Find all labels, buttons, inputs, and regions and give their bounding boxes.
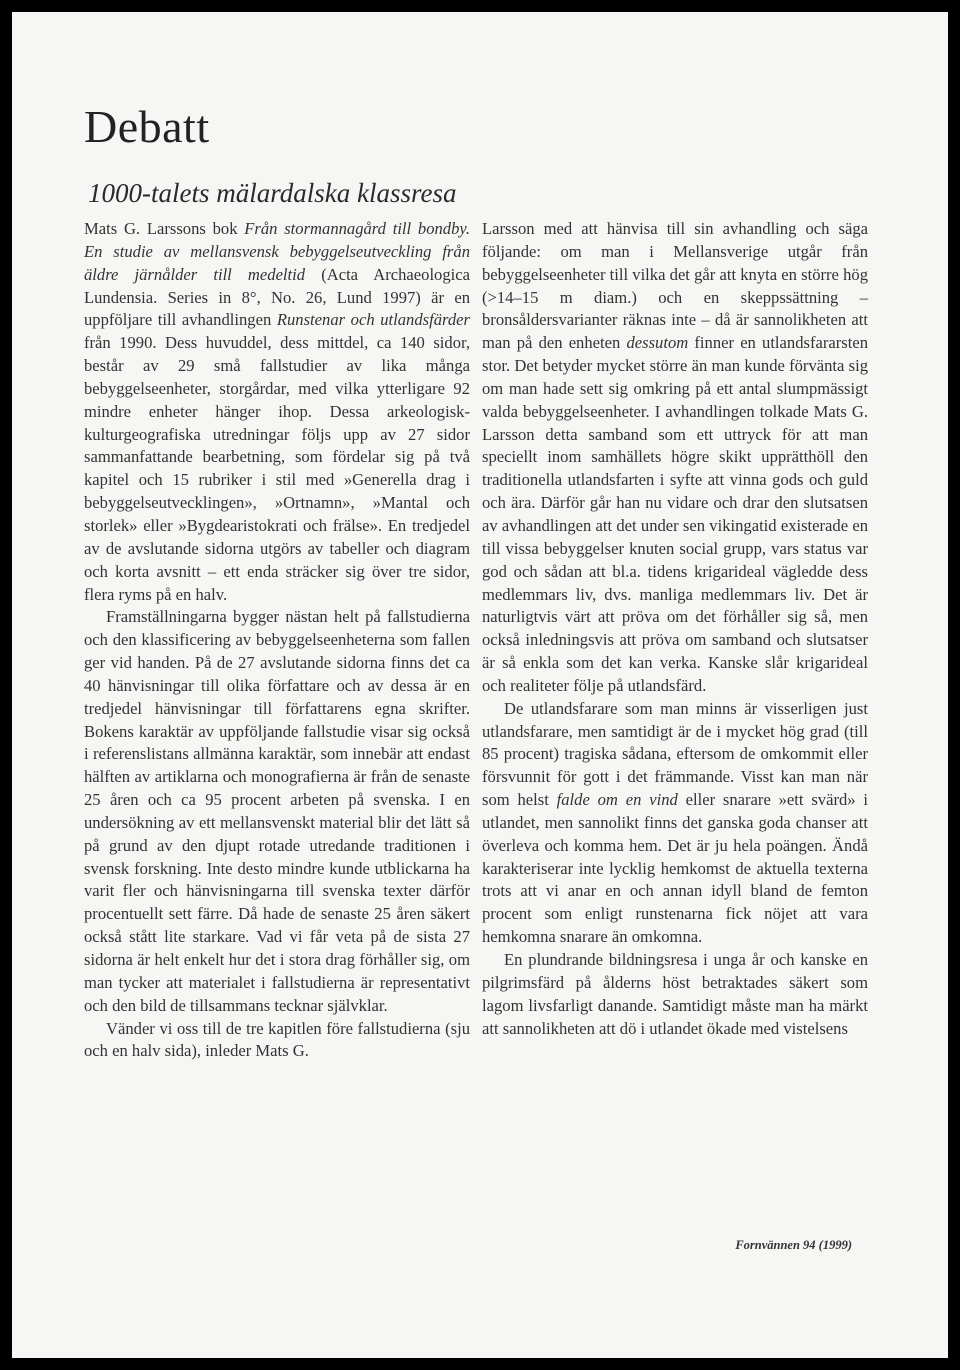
text-run: Mats G. Larssons bok bbox=[84, 219, 245, 238]
text-run: De utlandsfarare som man minns är visserligen just utlandsfarare, men samtidigt är de i mycket hög grad (till 85 procent) tragiska sådana, eftersom de omkommit eller försvunnit för gott i det främmande. Visst kan man när som helst bbox=[482, 698, 868, 810]
document-page bbox=[12, 12, 948, 1358]
text-run: (Acta Archaeologica Lundensia. Series in 8°, No. 26, Lund 1997) är en uppföljare till avhandlingen bbox=[84, 264, 470, 330]
italic-text: falde om en vind bbox=[556, 790, 678, 810]
right-column bbox=[482, 218, 868, 1040]
italic-text: Runstenar och utlandsfärder bbox=[276, 310, 470, 330]
section-title: Debatt bbox=[84, 101, 210, 152]
text-run: eller snarare »ett svärd» i utlandet, men sannolikt finns det ganska goda chanser att överleva och komma hem. Det är ju hela poängen. Ändå karakteriserar inte lycklig hemkomst de aktuella texterna trots att vi anar en och annan idyll bland de femton procent som enligt runstenarna fick nöjet att vara hemkomna snarare än omkomna. bbox=[482, 790, 868, 947]
paragraph bbox=[482, 218, 868, 698]
journal-footer: Fornvännen 94 (1999) bbox=[735, 1238, 852, 1252]
text-run: från 1990. Dess huvuddel, dess mittdel, ca 140 sidor, består av 29 små fallstudier av lika många bebyggelseenheter, storgårdar, med vilka ytterligare 92 mindre enheter hänger ihop. Dessa arkeologisk-kulturgeografiska utredningar följs upp av 27 sidor sammanfattande bearbetning, som fördelar sig på två kapitel och 15 rubriker i stil med »Generella drag i bebyggelseutvecklingen», »Ortnamn», »Mantal och storlek» eller »Bygdearistokrati och frälse». En tredjedel av de avslutande sidorna utgörs av tabeller och diagram och korta avsnitt – ett enda sträcker sig över tre sidor, flera ryms på en halv. bbox=[84, 333, 470, 604]
paragraph bbox=[84, 218, 470, 606]
italic-text: Från stormannagård till bondby. En studie av mellansvensk bebyggelseutveckling från äldre järnålder till medeltid bbox=[84, 219, 470, 284]
paragraph bbox=[482, 698, 868, 949]
text-run: finner en utlandsfararsten stor. Det betyder mycket större än man kunde förvänta sig om man hade sett sig omkring på ett antal slumpmässigt valda bebyggelseenheter. I avhandlingen tolkade Mats G. Larsson detta samband som ett uttryck för att man speciellt inom samhällets högre skikt upprätthöll den traditionella utlandsfarten i syfte att vinna gods och guld och ära. Därför går han nu vidare och drar den slutsatsen av avhandlingen att det under sen vikingatid existerade en till vissa bebyggelser knuten social grupp, vars status var god och sådan att bl.a. tidens krigarideal vägledde dess medlemmars liv, dvs. manliga medlemmars liv. Det är naturligtvis värt att pröva om det förhåller sig så, men också inledningsvis att pröva om samband och slutsatser är så enkla som det kan verka. Kanske slår krigarideal och realiteter följe på utlandsfärd. bbox=[482, 333, 868, 695]
text-run: Larsson med att hänvisa till sin avhandling och säga följande: om man i Mellansverige utgår från bebyggelseenheter till vilka det går att knyta en större hög (>14–15 m diam.) och en skeppssättning – bronsåldersvarianter räknas inte – då är sannolikheten att man på den enheten bbox=[482, 219, 868, 353]
article-title: 1000-talets mälardalska klassresa bbox=[88, 178, 457, 208]
left-column bbox=[84, 218, 470, 1063]
paragraph: En plundrande bildningsresa i unga år och kanske en pilgrimsfärd på ålderns höst betraktades säkert som lagom livsfarligt danande. Samtidigt måste man ha märkt att sannolikheten att dö i utlandet ökade med vistelsens bbox=[482, 950, 868, 1038]
paragraph: Framställningarna bygger nästan helt på fallstudierna och den klassificering av bebyggelseenheterna som fallen ger vid handen. På de 27 avslutande sidorna finns det ca 40 hänvisningar till olika författare och av dessa är en tredjedel hänvisningar till författarens egna skrifter. Bokens karaktär av uppföljande fallstudie visar sig också i referenslistans allmänna karaktär, som innebär att endast hälften av artiklarna och monografierna är från de senaste 25 åren och ca 95 procent arbeten på svenska. I en undersökning av ett mellansvenskt material blir det lätt så på grund av den djupt rotade utredande traditionen i svensk forskning. Inte desto mindre kunde utblickarna ha varit fler och hänvisningarna till svenska texter därför procentuellt sett färre. Då hade de senaste 25 åren säkert också stått lite starkare. Vad vi får veta på de sista 27 sidorna är helt enkelt hur det i stora drag förhåller sig, om man tycker att materialet i fallstudierna är representativt och den bild de tillsammans tecknar självklar. bbox=[84, 607, 470, 1015]
paragraph: Vänder vi oss till de tre kapitlen före fallstudierna (sju och en halv sida), inleder Mats G. bbox=[84, 1018, 470, 1061]
italic-text: dessutom bbox=[626, 333, 689, 353]
